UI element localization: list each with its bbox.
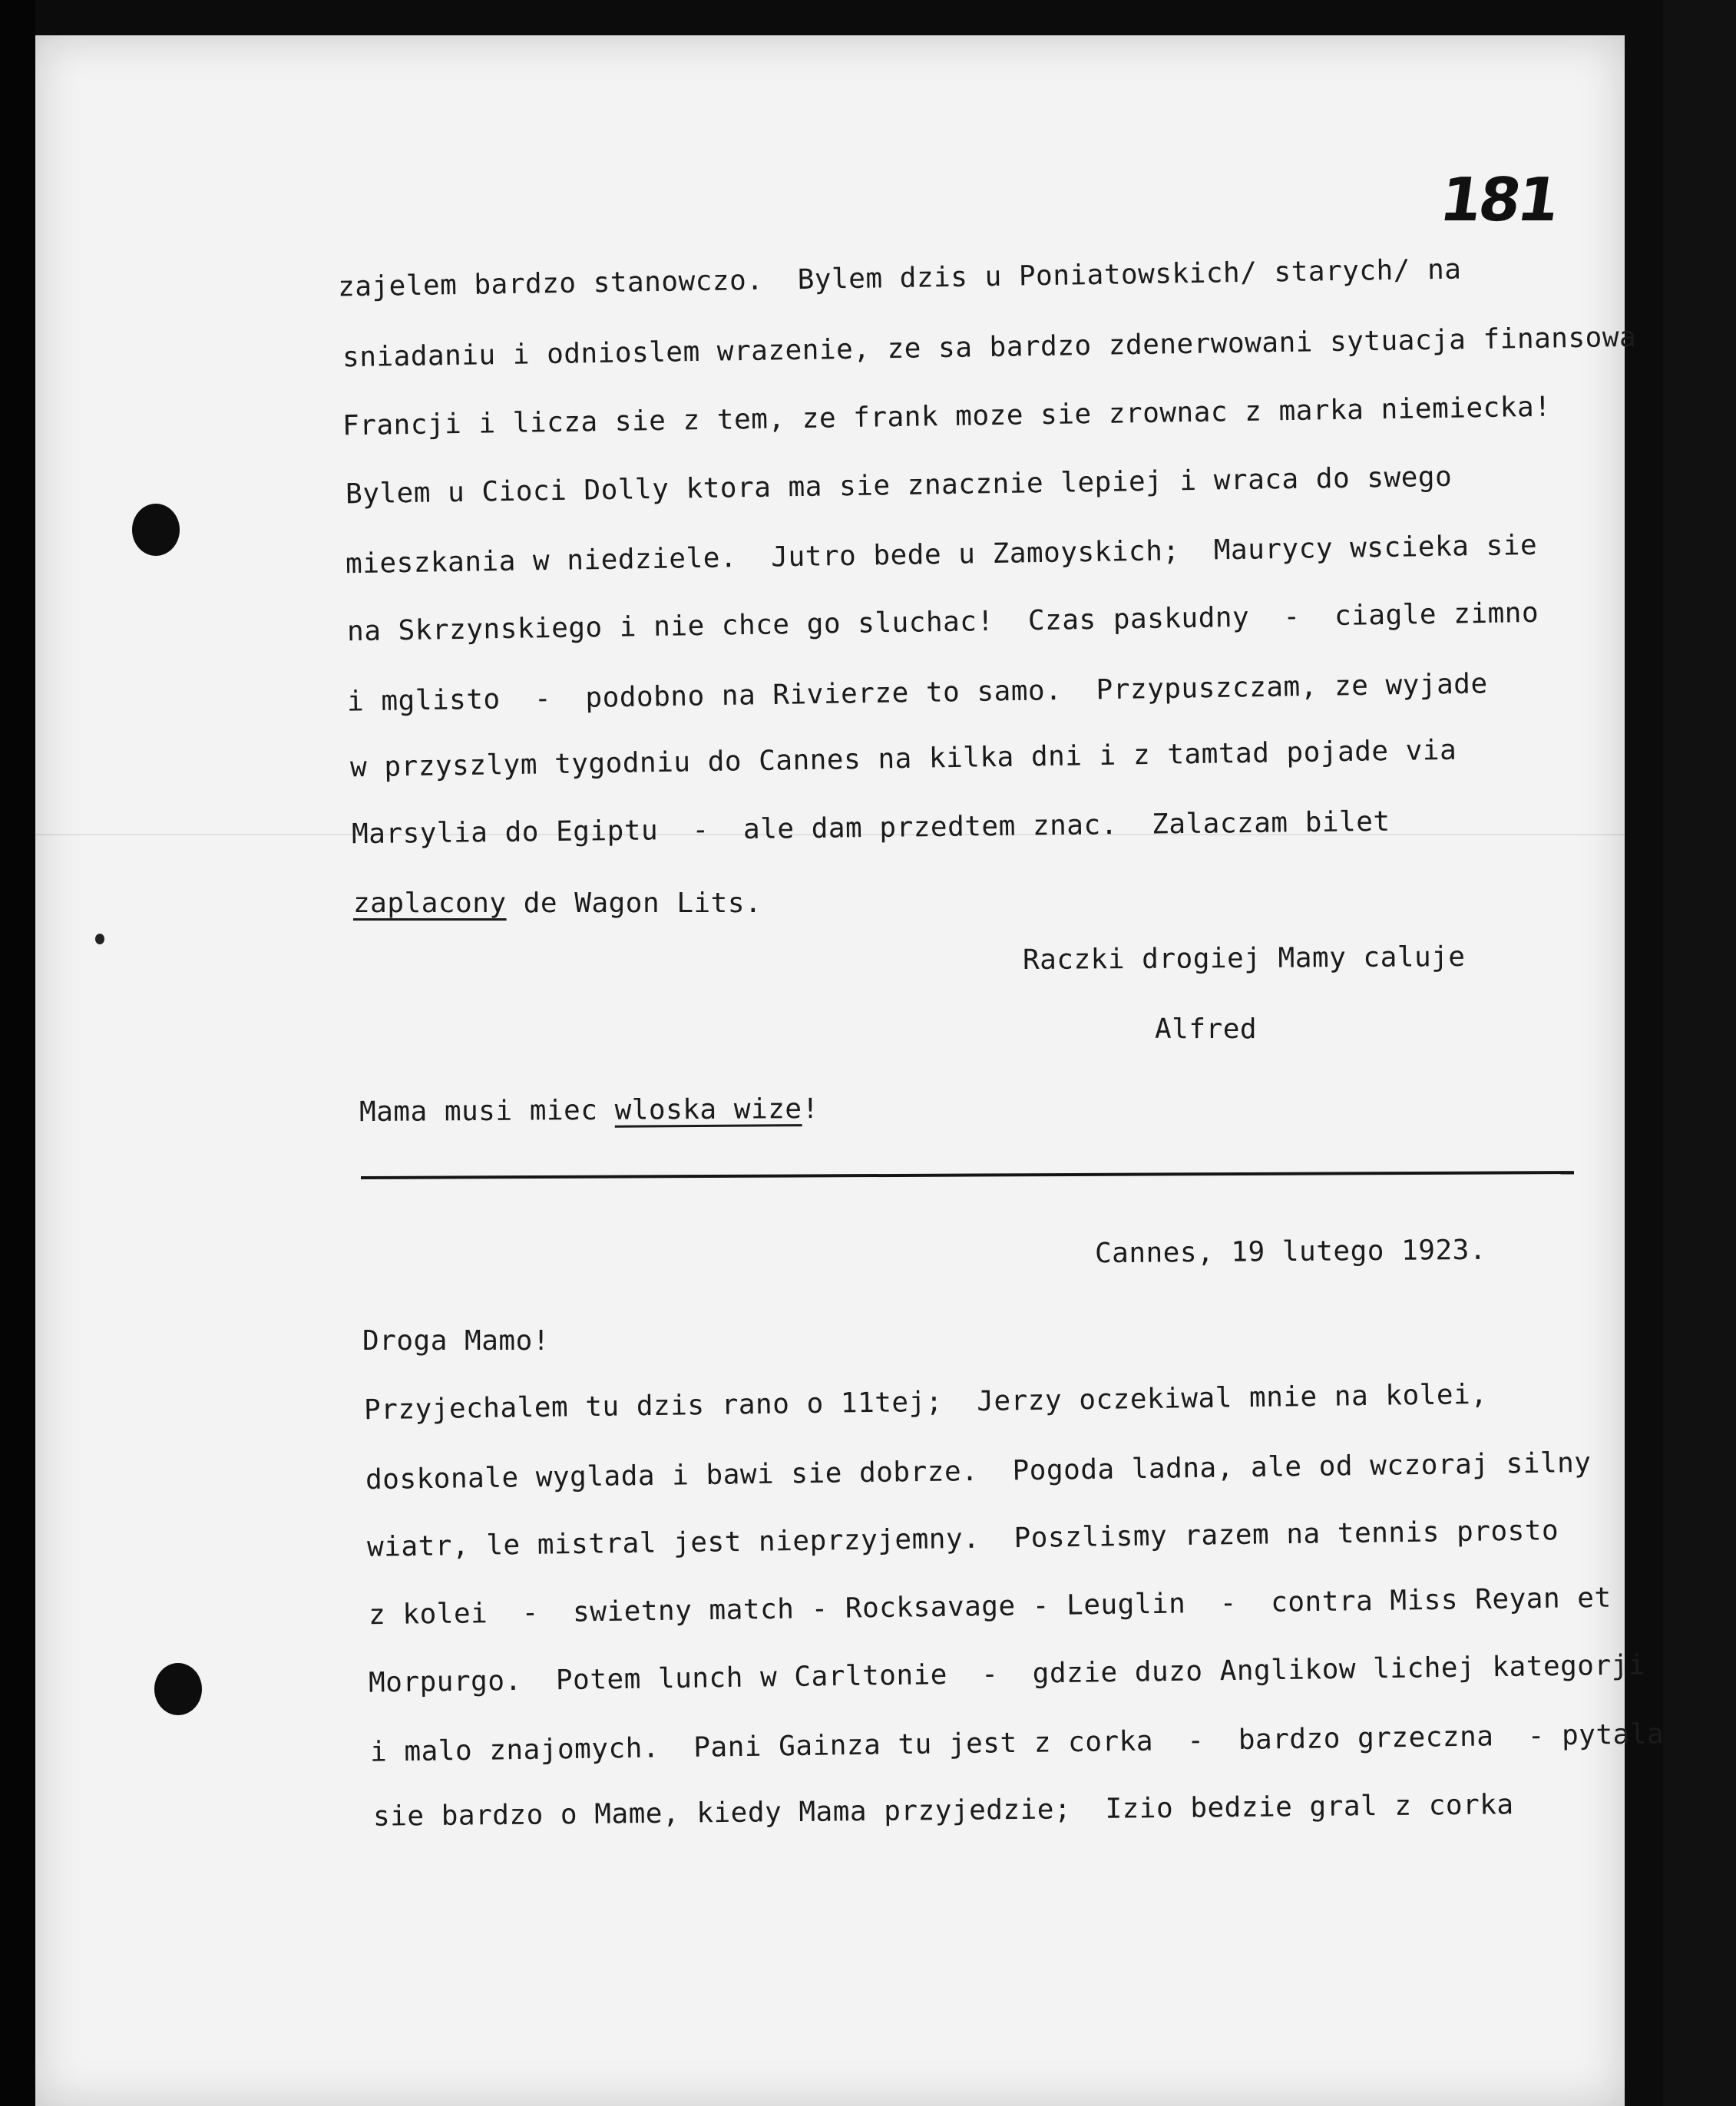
- page-number: 181: [1435, 166, 1562, 235]
- place-date: Cannes, 19 lutego 1923.: [1094, 1234, 1487, 1270]
- letter1-line-4: Bylem u Cioci Dolly ktora ma sie znacznie lepiej i wraca do swego: [345, 461, 1453, 511]
- letter2-line-1: Przyjechalem tu dzis rano o 11tej; Jerzy oczekiwal mnie na kolei,: [363, 1378, 1488, 1427]
- closing-line: Raczki drogiej Mamy caluje: [1022, 941, 1466, 977]
- letter1-line-8: w przyszlym tygodniu do Cannes na kilka dni i z tamtad pojade via: [349, 734, 1457, 784]
- underlined-word: zaplacony: [353, 888, 507, 919]
- letter1-line-7: i mglisto - podobno na Rivierze to samo. Przypuszczam, ze wyjade: [346, 668, 1488, 718]
- letter2-line-2: doskonale wyglada i bawi sie dobrze. Pogoda ladna, ale od wczoraj silny: [365, 1446, 1592, 1496]
- postscript-text: Mama musi miec: [359, 1094, 615, 1129]
- postscript-mark: !: [802, 1093, 819, 1126]
- letter1-line-1: zajelem bardzo stanowczo. Bylem dzis u Poniatowskich/ starych/ na: [337, 253, 1462, 303]
- punch-hole-top: [132, 504, 180, 556]
- letter2-line-7: sie bardzo o Mame, kiedy Mama przyjedzie; Izio bedzie gral z corka: [372, 1789, 1514, 1833]
- letter2-line-5: Morpurgo. Potem lunch w Carltonie - gdzie duzo Anglikow lichej kategorji: [368, 1649, 1646, 1699]
- letter1-line-9: Marsylia do Egiptu - ale dam przedtem znac. Zalaczam bilet: [351, 805, 1390, 851]
- letter2-line-6: i malo znajomych. Pani Gainza tu jest z corka - bardzo grzeczna - pytala: [369, 1718, 1665, 1768]
- letter1-line-6: na Skrzynskiego i nie chce go sluchac! Czas paskudny - ciagle zimno: [346, 597, 1539, 648]
- letter1-line-5: mieszkania w niedziele. Jutro bede u Zamoyskich; Maurycy wscieka sie: [345, 529, 1538, 580]
- salutation: Droga Mamo!: [362, 1325, 550, 1357]
- letter1-line-10: [353, 888, 762, 919]
- signature: Alfred: [1155, 1013, 1258, 1045]
- scan-border-right: [1663, 0, 1736, 2106]
- postscript: [359, 1093, 819, 1128]
- document-page: [35, 35, 1665, 2106]
- separator-rule: [361, 1171, 1574, 1179]
- letter1-line-2: sniadaniu i odnioslem wrazenie, ze sa bardzo zdenerwowani sytuacja finansowa: [342, 321, 1637, 374]
- line-text: de Wagon Lits.: [506, 888, 762, 919]
- scan-border-left: [0, 0, 35, 2106]
- ink-speck: [95, 934, 104, 944]
- punch-hole-bottom: [154, 1663, 202, 1715]
- letter2-line-3: wiatr, le mistral jest nieprzyjemny. Poszlismy razem na tennis prosto: [366, 1515, 1559, 1563]
- postscript-underlined: wloska wize: [614, 1093, 802, 1126]
- letter1-line-3: Francji i licza sie z tem, ze frank moze sie zrownac z marka niemiecka!: [342, 391, 1552, 442]
- letter2-line-4: z kolei - swietny match - Rocksavage - Leuglin - contra Miss Reyan et: [368, 1582, 1612, 1632]
